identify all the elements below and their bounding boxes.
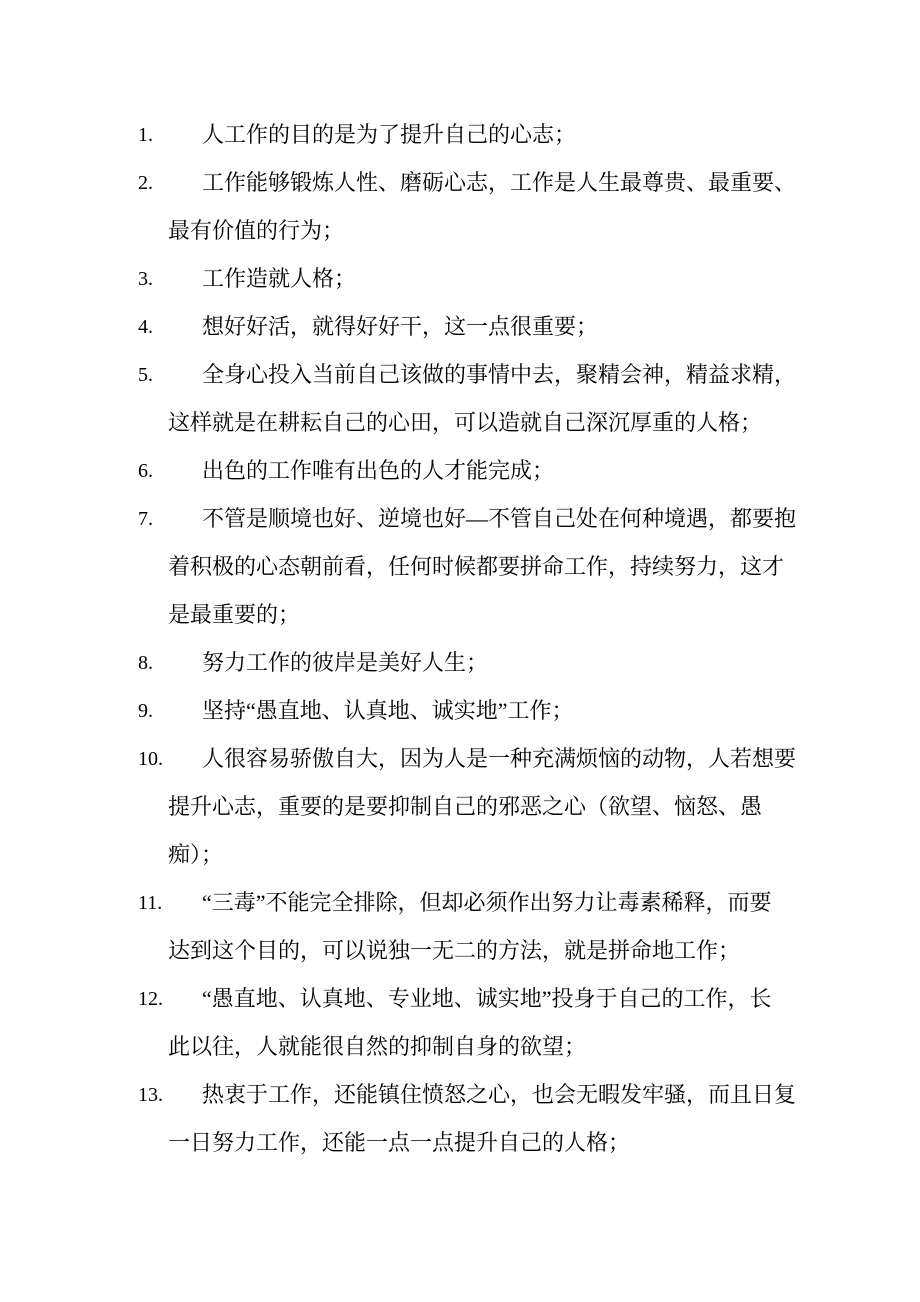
- list-item-text-line: 出色的工作唯有出色的人才能完成；: [202, 458, 555, 483]
- list-item-text-line: 这样就是在耕耘自己的心田，可以造就自己深沉厚重的人格；: [168, 410, 763, 435]
- list-item-number: 9.: [138, 700, 153, 722]
- list-item-text-line: 热衷于工作，还能镇住愤怒之心，也会无暇发牢骚，而且日复: [202, 1082, 797, 1107]
- list-item-number: 12.: [138, 988, 163, 1010]
- list-item-text-line: 痴）；: [168, 842, 224, 867]
- list-item-number: 13.: [138, 1084, 163, 1106]
- numbered-list: [138, 111, 798, 1167]
- list-item-text-line: 想好好活，就得好好干，这一点很重要；: [202, 314, 599, 339]
- list-item: [138, 639, 798, 687]
- list-item: [138, 495, 798, 639]
- list-item-number: 7.: [138, 508, 153, 530]
- list-item-text-line: 努力工作的彼岸是美好人生；: [202, 650, 489, 675]
- list-item-number: 5.: [138, 364, 153, 386]
- list-item-number: 3.: [138, 268, 153, 290]
- list-item-number: 2.: [138, 172, 153, 194]
- list-item-text-line: 工作能够锻炼人性、磨砺心志，工作是人生最尊贵、最重要、: [202, 170, 797, 195]
- list-item: [138, 687, 798, 735]
- list-item-text-line: 提升心志，重要的是要抑制自己的邪恶之心（欲望、恼怒、愚: [168, 794, 763, 819]
- list-item-number: 4.: [138, 316, 153, 338]
- list-item-text-line: 坚持“愚直地、认真地、诚实地”工作；: [202, 698, 574, 723]
- list-item: [138, 1071, 798, 1167]
- list-item: [138, 159, 798, 255]
- list-item: [138, 111, 798, 159]
- list-item-text-line: 着积极的心态朝前看，任何时候都要拼命工作，持续努力，这才: [168, 554, 785, 579]
- list-item-text-line: 全身心投入当前自己该做的事情中去，聚精会神，精益求精，: [202, 362, 797, 387]
- list-item: [138, 351, 798, 447]
- list-item-number: 1.: [138, 124, 153, 146]
- list-item-text-line: 一日努力工作，还能一点一点提升自己的人格；: [168, 1130, 631, 1155]
- list-item-text-line: “愚直地、认真地、专业地、诚实地”投身于自己的工作，长: [202, 986, 772, 1011]
- list-item-number: 11.: [138, 892, 163, 914]
- list-item-number: 6.: [138, 460, 153, 482]
- list-item: [138, 735, 798, 879]
- list-item: [138, 447, 798, 495]
- list-item-text-line: 工作造就人格；: [202, 266, 357, 291]
- list-item: [138, 303, 798, 351]
- list-item: [138, 975, 798, 1071]
- list-item-text-line: 不管是顺境也好、逆境也好—不管自己处在何种境遇，都要抱: [202, 506, 797, 531]
- list-item-text-line: 人很容易骄傲自大，因为人是一种充满烦恼的动物，人若想要: [202, 746, 797, 771]
- list-item-number: 10.: [138, 748, 163, 770]
- list-item-text-line: 人工作的目的是为了提升自己的心志；: [202, 122, 577, 147]
- list-item-text-line: “三毒”不能完全排除，但却必须作出努力让毒素稀释，而要: [202, 890, 772, 915]
- list-item-text-line: 是最重要的；: [168, 602, 301, 627]
- list-item: [138, 879, 798, 975]
- list-item-text-line: 最有价值的行为；: [168, 218, 345, 243]
- list-item: [138, 255, 798, 303]
- list-item-text-line: 达到这个目的，可以说独一无二的方法，就是拼命地工作；: [168, 938, 741, 963]
- list-item-number: 8.: [138, 652, 153, 674]
- list-item-text-line: 此以往，人就能很自然的抑制自身的欲望；: [168, 1034, 587, 1059]
